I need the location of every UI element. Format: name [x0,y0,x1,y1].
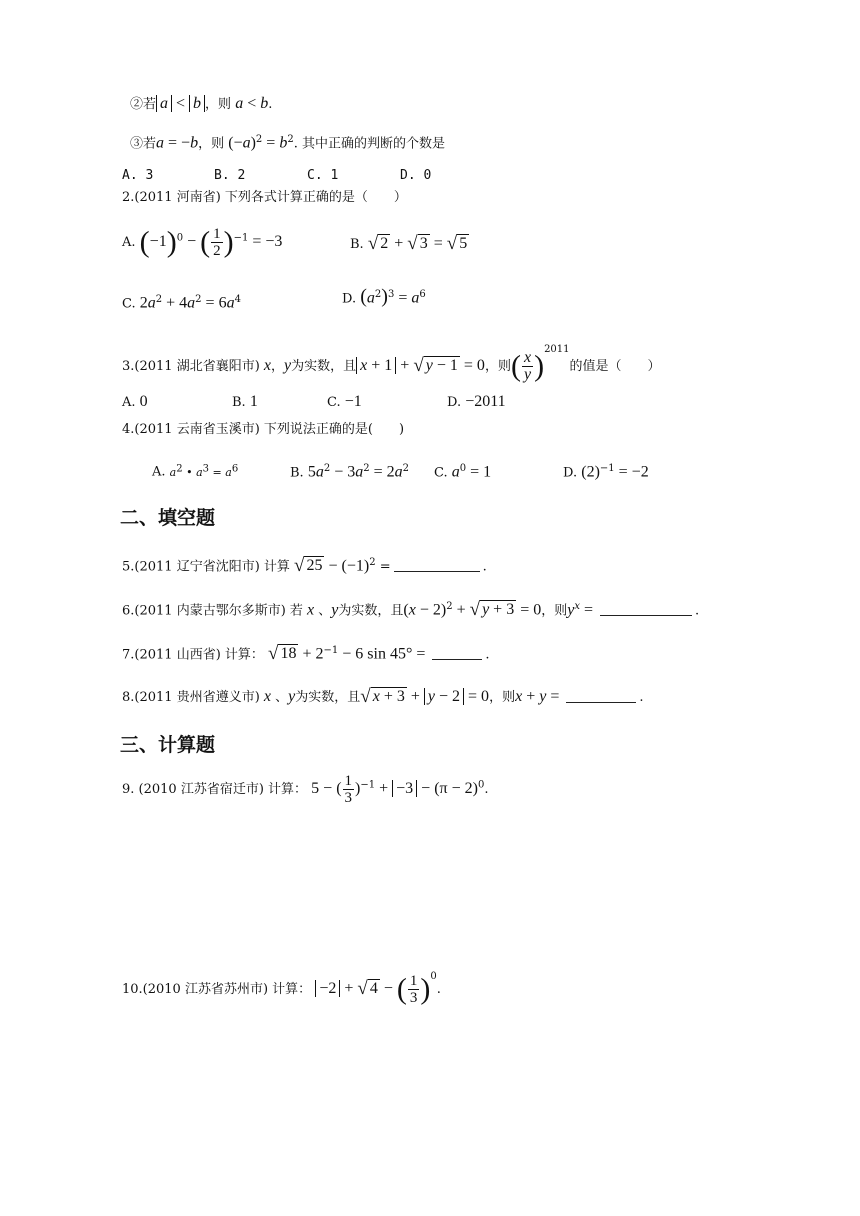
q4-option-c[interactable]: C. $a^0 = 1$ [434,463,492,481]
q5: 5.(2011 辽宁省沈阳市) 计算 √ $25 - (-1)^2$ = . [122,555,487,577]
q6: 6.(2011 内蒙古鄂尔多斯市) 若 x 、y为实数，且$(x - 2)^2$ + √ y + 3 = 0，则$y^x$ = . [122,599,700,621]
q4-stem: 4.(2011 云南省玉溪市) 下列说法正确的是( ) [122,422,405,437]
section-calculation-title: 三、计算题 [120,734,216,756]
q3-option-b[interactable]: B. 1 [232,393,258,410]
intro-option-c[interactable]: C. 1 [307,168,339,183]
intro-option-d[interactable]: D. 0 [400,168,432,183]
q8: 8.(2011 贵州省遵义市) x 、y为实数，且√ x + 3 + y − 2 = 0，则x + y = . [122,686,644,707]
q3-option-d[interactable]: D. −2011 [447,393,506,410]
q2-option-d[interactable]: D. $(a^2)^3 = a^6$ [342,285,426,308]
q4-option-d[interactable]: D. $(2)^{-1} = -2$ [563,463,649,481]
intro-option-a[interactable]: A. 3 [122,168,154,183]
q3-option-a[interactable]: A. 0 [122,393,148,410]
q7: 7.(2011 山西省) 计算： √ $18 + 2^{-1} - 6$ sin 45° = . [122,643,490,665]
q9: 9. (2010 江苏省宿迁市) 计算： 5 − ( $\frac{1}{3}$ )$^{-1} + -3 - (\pi - 2)^0$. [122,773,489,806]
q5-answer-blank[interactable] [394,557,480,572]
section-fill-in-title: 二、填空题 [120,507,216,529]
q10: 10.(2010 江苏省苏州市) 计算： −2 + √ 4 − ( $\frac{1}{3}$ )$^0$. [122,971,441,1006]
q3-stem: 3.(2011 湖北省襄阳市) x，y为实数，且 x + 1 + √ y − 1 = 0，则( $\frac{x}{y}$ )$^{2011}$的值是（ ） [122,344,661,383]
q8-answer-blank[interactable] [566,688,636,703]
q2-option-b[interactable]: B. √ 2 + √ 3 = √ 5 [350,233,468,254]
statement-3: ③若a = −b，则 $(-a)^2 = b^2$. 其中正确的判断的个数是 [130,134,445,152]
intro-option-b[interactable]: B. 2 [214,168,246,183]
q4-option-b[interactable]: B. $5a^2 - 3a^2 = 2a^2$ [290,463,410,481]
q7-answer-blank[interactable] [432,645,482,660]
q4-option-a[interactable]: A. $a^2$ • $a^3 = a^6$ [152,463,239,480]
q6-answer-blank[interactable] [600,601,692,616]
statement-2: ②若 a < b ，则 a < b. [130,95,273,112]
q2-option-a[interactable]: A. $(-1)^0$ − ( $\frac{1}{2}$ )$^{-1}$ = −3 [122,225,283,259]
q3-option-c[interactable]: C. −1 [327,393,362,410]
q2-option-c[interactable]: C. $2a^2 + 4a^2 = 6a^4$ [122,294,241,312]
q2-stem: 2.(2011 河南省) 下列各式计算正确的是（ ） [122,190,407,205]
